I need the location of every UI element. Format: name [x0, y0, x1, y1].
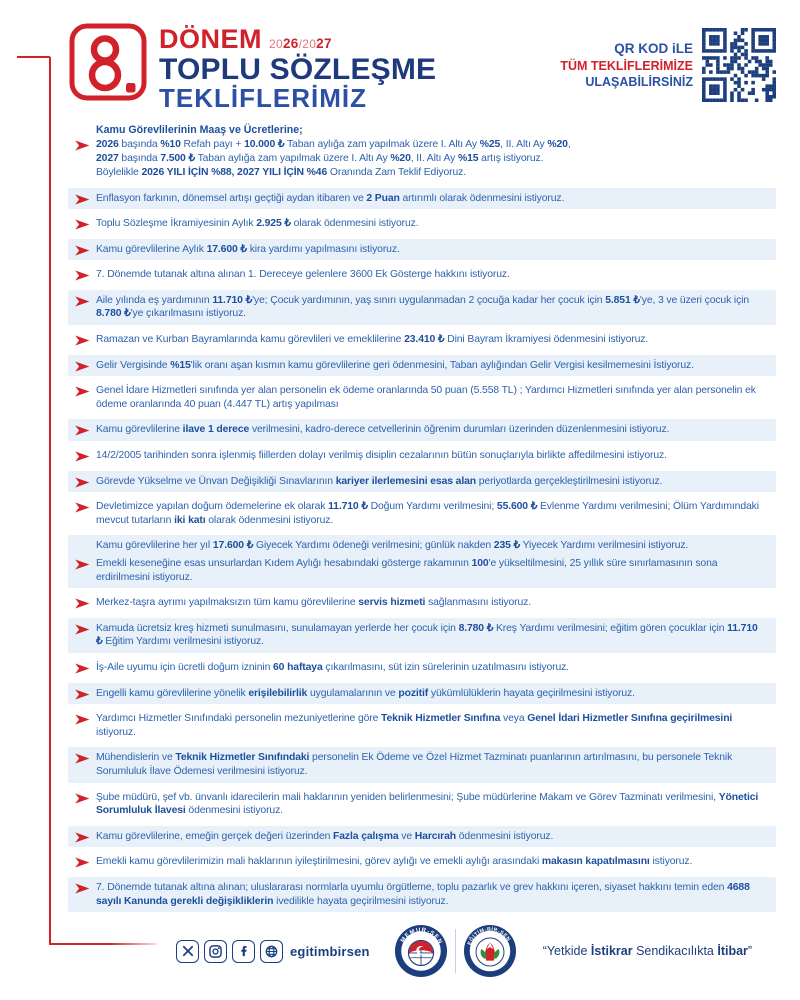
proposal-text: Enflasyon farkının, dönemsel artışı geçtiği aydan itibaren ve 2 Puan artırımlı olarak ödenmesini istiyoruz.	[96, 192, 565, 204]
proposal-text: Toplu Sözleşme İkramiyesinin Aylık 2.925 ₺ olarak ödenmesini istiyoruz.	[96, 218, 419, 230]
logo-divider	[455, 929, 456, 973]
proposal-text: Aile yılında eş yardımının 11.710 ₺'ye; Çocuk yardımının, yaş sınırı uygulanmadan 2 çocuğa kadar her çocuk için 5.851 ₺'ye, 3 ve üzeri çocuk için 8.780 ₺'ye çıkarılmasını istiyoruz.	[96, 294, 750, 320]
arrow-icon	[75, 359, 96, 373]
arrow-icon	[75, 687, 96, 701]
arrow-icon	[75, 243, 96, 257]
arrow-icon	[75, 596, 96, 610]
proposal-item	[68, 290, 776, 325]
arrow-icon	[75, 500, 96, 527]
red-frame-line-top	[17, 56, 50, 58]
term-years: 2026/2027	[269, 36, 332, 51]
qr-caption-line2: TÜM TEKLİFLERİMİZE	[560, 58, 693, 73]
proposal-text: İş-Aile uyumu için ücretli doğum izninin 60 haftaya çıkarılmasını, süt izin sürelerinin uzatılmasını istiyoruz.	[96, 661, 569, 673]
poster-title-line1: TOPLU SÖZLEŞME	[159, 53, 437, 86]
poster-title-line2: TEKLİFLERİMİZ	[159, 82, 367, 113]
header-title-block	[159, 22, 436, 112]
proposal-item	[68, 535, 776, 555]
slogan-quote: “Yetkide İstikrar Sendikacılıkta İtibar”	[542, 944, 753, 958]
proposal-text: Emekli kamu görevlilerimizin mali haklarının iyileştirilmesini, görev aylığı ve emekli aylığı arasındaki makasın kapatılmasını istiyoruz.	[96, 856, 693, 868]
arrow-icon	[75, 294, 96, 321]
x-icon[interactable]	[176, 940, 199, 963]
qr-code	[702, 28, 776, 102]
proposal-text: Görevde Yükselme ve Ünvan Değişikliği Sınavlarının kariyer ilerlemesini esas alan periyotlarda gerçekleştirilmesini istiyoruz.	[96, 475, 663, 487]
intro-heading: Kamu Görevlilerinin Maaş ve Ücretlerine;	[96, 124, 303, 136]
proposal-item	[68, 213, 776, 235]
intro-line: Böylelikle 2026 YILI İÇİN %88, 2027 YILI İÇİN %46 Oranında Zam Teklif Ediyoruz.	[96, 166, 466, 178]
arrow-icon	[75, 124, 96, 180]
proposal-intro-block	[68, 120, 776, 184]
egitim-bir-sen-logo	[463, 924, 517, 978]
proposal-text: 7. Dönemde tutanak altına alınan 1. Dereceye gelenlere 3600 Ek Gösterge hakkını istiyoruz.	[96, 269, 510, 281]
arrow-icon	[75, 751, 96, 778]
proposal-item	[68, 264, 776, 286]
term-8-badge	[68, 22, 148, 107]
facebook-icon[interactable]	[232, 940, 255, 963]
proposal-item	[68, 877, 776, 912]
proposal-item	[68, 239, 776, 261]
footer	[176, 924, 752, 978]
proposal-text: Şube müdürü, şef vb. ünvanlı idarecilerin mali haklarının yeniden belirlenmesini; Şube müdürlerine Makam ve Görev Tazminatı verilmesini, Yönetici Sorumluluk İlavesi ödenmesini istiyoruz.	[96, 791, 759, 817]
arrow-icon	[75, 217, 96, 231]
proposal-item	[68, 555, 776, 588]
arrow-icon	[75, 622, 96, 649]
arrow-icon	[75, 384, 96, 411]
proposal-text: Genel İdare Hizmetleri sınıfında yer alan personelin ek ödeme oranlarında 50 puan (5.558 TL) ; Yardımcı Hizmetleri sınıfında yer alan personelin ek ödeme oranlarında 40 puan (4.447 TL) artış yapılması	[96, 385, 756, 410]
proposal-list	[68, 120, 776, 916]
arrow-icon	[75, 423, 96, 437]
egitimbirsen-handle: egitimbirsen	[290, 943, 370, 959]
proposal-text: Mühendislerin ve Teknik Hizmetler Sınıfındaki personelin Ek Ödeme ve Özel Hizmet Tazminatı puanlarının artırılmasını, bu personele Teknik Sorumluluk İlave Ödemesi verilmesini istiyoruz.	[96, 752, 733, 777]
qr-caption	[560, 40, 693, 90]
proposal-item	[68, 657, 776, 679]
proposal-item	[68, 445, 776, 467]
header	[68, 22, 776, 112]
proposal-text: Kamu görevlilerine Aylık 17.600 ₺ kira yardımı yapılmasını istiyoruz.	[96, 243, 400, 255]
proposal-text: Emekli keseneğine esas unsurlardan Kıdem Aylığı hesabındaki gösterge rakamının 100'e yükseltilmesini, 25 yıllık süre sınırlamasının sona erdirilmesini istiyoruz.	[96, 558, 718, 583]
arrow-icon	[75, 881, 96, 908]
globe-icon[interactable]	[260, 940, 283, 963]
arrow-icon	[75, 712, 96, 739]
social-icons	[176, 940, 283, 963]
proposal-item	[68, 471, 776, 493]
proposal-item	[68, 188, 776, 210]
proposal-item	[68, 747, 776, 782]
proposal-text: Devletimizce yapılan doğum ödemelerine ek olarak 11.710 ₺ Doğum Yardımı verilmesini; 55.600 ₺ Evlenme Yardımı verilmesini; Ölüm Yardımındaki mevcut tutarların iki katı olarak ödenmesini istiyoruz.	[96, 501, 759, 526]
memur-sen-logo	[394, 924, 448, 978]
proposal-item	[68, 592, 776, 614]
proposal-item	[68, 419, 776, 441]
arrow-icon	[75, 475, 96, 489]
proposal-text: Kamu görevlilerine, emeğin gerçek değeri üzerinden Fazla çalışma ve Harcırah ödenmesini istiyoruz.	[96, 830, 554, 842]
arrow-icon	[75, 855, 96, 869]
instagram-icon[interactable]	[204, 940, 227, 963]
intro-line: 2027 başında 7.500 ₺ Taban aylığa zam yapılmak üzere I. Altı Ay %20, II. Altı Ay %15 artış istiyoruz.	[96, 152, 544, 164]
proposal-item	[68, 355, 776, 377]
number-8-icon	[68, 22, 148, 102]
proposal-item	[68, 496, 776, 531]
proposal-item	[68, 851, 776, 873]
proposal-text: Yardımcı Hizmetler Sınıfındaki personelin mezuniyetlerine göre Teknik Hizmetler Sınıfına veya Genel İdari Hizmetler Sınıfına geçirilmesini istiyoruz.	[96, 713, 733, 738]
donem-label: DÖNEM	[159, 24, 262, 54]
proposal-text: 14/2/2005 tarihinden sonra işlenmiş fiillerden dolayı verilmiş disiplin cezalarının bütün sonuçlarıyla birlikte affedilmesini istiyoruz.	[96, 450, 667, 462]
union-logos	[394, 924, 517, 978]
proposal-text: Ramazan ve Kurban Bayramlarında kamu görevlileri ve emeklilerine 23.410 ₺ Dini Bayram İkramiyesi ödenmesini istiyoruz.	[96, 334, 649, 346]
arrow-icon	[75, 791, 96, 818]
proposal-item	[68, 708, 776, 743]
proposal-item	[68, 826, 776, 848]
svg-text:EĞİTİM-BİR-SEN: EĞİTİM-BİR-SEN	[466, 926, 512, 947]
arrow-spacer	[75, 539, 96, 553]
proposal-text: Merkez-taşra ayrımı yapılmaksızın tüm kamu görevlilerine servis hizmeti sağlanmasını istiyoruz.	[96, 597, 531, 609]
proposal-item	[68, 618, 776, 653]
proposal-text: Kamu görevlilerine her yıl 17.600 ₺ Giyecek Yardımı ödeneği verilmesini; günlük nakden 235 ₺ Yiyecek Yardımı verilmesini istiyoruz.	[96, 540, 689, 552]
proposal-text: Gelir Vergisinde %15'lik oranı aşan kısmın kamu görevlilerine geri ödenmesini, Taban aylığından Gelir Vergisi kesilmemesini İstiyoruz.	[96, 359, 694, 371]
proposal-item	[68, 329, 776, 351]
arrow-icon	[75, 661, 96, 675]
arrow-icon	[75, 830, 96, 844]
arrow-icon	[75, 192, 96, 206]
proposal-text: Kamu görevlilerine ilave 1 derece verilmesini, kadro-derece cetvellerinin öğrenim durumları üzerinden düzenlenmesini istiyoruz.	[96, 424, 670, 436]
proposal-item	[68, 683, 776, 705]
arrow-icon	[75, 268, 96, 282]
intro-line: 2026 başında %10 Refah payı + 10.000 ₺ Taban aylığa zam yapılmak üzere I. Altı Ay %25, II. Altı Ay %20,	[96, 138, 571, 150]
svg-text:MEMUR-SEN: MEMUR-SEN	[399, 927, 443, 946]
proposal-item	[68, 787, 776, 822]
arrow-icon	[75, 449, 96, 463]
red-frame-line-vertical	[49, 57, 51, 945]
proposal-text: 7. Dönemde tutanak altına alınan; uluslararası normlarla uyumlu örgütleme, toplu pazarlık ve grev hakkını içeren, siyaset hakkını temin eden 4688 sayılı Kanunda gerekli değişikliklerin ivedilikle hayata geçirilmesini istiyoruz.	[96, 881, 750, 907]
proposal-item	[68, 380, 776, 415]
arrow-icon	[75, 557, 96, 584]
arrow-icon	[75, 333, 96, 347]
qr-section	[560, 22, 776, 102]
proposal-text: Engelli kamu görevlilerine yönelik erişilebilirlik uygulamalarının ve pozitif yükümlülüklerin hayata geçirilmesini istiyoruz.	[96, 687, 635, 699]
qr-caption-line3: ULAŞABİLİRSİNİZ	[585, 74, 693, 89]
qr-caption-line1: QR KOD iLE	[614, 40, 693, 56]
red-frame-line-bottom	[49, 943, 157, 945]
proposal-text: Kamuda ücretsiz kreş hizmeti sunulmasını, sunulamayan yerlerde her çocuk için 8.780 ₺ Kreş Yardımı verilmesini; eğitim gören çocuklar için 11.710 ₺ Eğitim Yardımı verilmesini istiyoruz.	[96, 622, 758, 648]
